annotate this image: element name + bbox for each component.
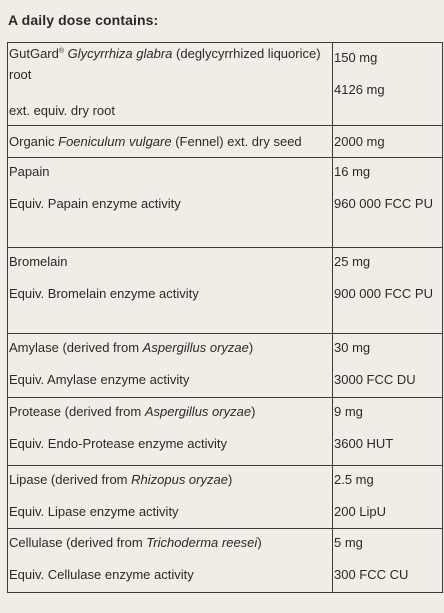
ingredient-cell	[8, 248, 333, 334]
table-row	[8, 398, 443, 466]
amount: 9 mg	[334, 404, 363, 419]
ingredient-cell	[8, 43, 333, 126]
nutrition-table	[7, 42, 443, 593]
amount: 16 mg	[334, 164, 371, 179]
table-row	[8, 466, 443, 529]
ingredient-sub: Equiv. Amylase enzyme activity	[9, 372, 190, 387]
ingredient-cell	[8, 158, 333, 248]
registered-mark: ®	[58, 48, 65, 55]
ingredient-name: Bromelain	[9, 254, 68, 269]
amount-cell	[333, 334, 443, 398]
amount: 30 mg	[334, 340, 371, 355]
sub-amount: 3600 HUT	[334, 436, 394, 451]
amount-cell	[333, 126, 443, 158]
ingredient-name: Cellulase (derived from Trichoderma reesei)	[9, 535, 262, 550]
table-row	[8, 334, 443, 398]
amount-cell	[333, 466, 443, 529]
sub-amount: 960 000 FCC PU	[334, 196, 433, 211]
amount: 25 mg	[334, 254, 371, 269]
amount: 5 mg	[334, 535, 363, 550]
ingredient-name: Papain	[9, 164, 50, 179]
amount: 150 mg	[334, 50, 378, 65]
ingredient-name: Protease (derived from Aspergillus oryzae)	[9, 404, 256, 419]
ingredient-name: Lipase (derived from Rhizopus oryzae)	[9, 472, 233, 487]
amount-cell	[333, 248, 443, 334]
sub-amount: 300 FCC CU	[334, 567, 409, 582]
amount: 2000 mg	[334, 134, 385, 149]
ingredient-cell	[8, 126, 333, 158]
latin-name: Foeniculum vulgare	[58, 134, 172, 149]
ingredient-sub: ext. equiv. dry root	[9, 103, 115, 118]
sub-amount: 3000 FCC DU	[334, 372, 416, 387]
ingredient-sub: Equiv. Endo-Protease enzyme activity	[9, 436, 227, 451]
ingredient-sub: Equiv. Lipase enzyme activity	[9, 504, 179, 519]
sub-amount: 900 000 FCC PU	[334, 286, 433, 301]
table-row	[8, 529, 443, 593]
ingredient-name: Amylase (derived from Aspergillus oryzae)	[9, 340, 254, 355]
latin-name: Rhizopus oryzae	[131, 472, 228, 487]
table-row	[8, 43, 443, 126]
latin-name: Aspergillus oryzae	[142, 340, 249, 355]
ingredient-cell	[8, 466, 333, 529]
table-row	[8, 158, 443, 248]
latin-name: Trichoderma reesei	[146, 535, 258, 550]
table-row	[8, 126, 443, 158]
section-heading: A daily dose contains:	[8, 12, 159, 28]
ingredient-cell	[8, 529, 333, 593]
ingredient-sub: Equiv. Papain enzyme activity	[9, 196, 181, 211]
ingredient-cell	[8, 398, 333, 466]
amount: 2.5 mg	[334, 472, 374, 487]
sub-amount: 200 LipU	[334, 504, 387, 519]
ingredient-sub: Equiv. Bromelain enzyme activity	[9, 286, 199, 301]
latin-name: Aspergillus oryzae	[144, 404, 252, 419]
ingredient-cell	[8, 334, 333, 398]
sub-amount: 4126 mg	[334, 82, 385, 97]
amount-cell	[333, 158, 443, 248]
amount-cell	[333, 398, 443, 466]
table-row	[8, 248, 443, 334]
amount-cell	[333, 43, 443, 126]
ingredient-sub: Equiv. Cellulase enzyme activity	[9, 567, 194, 582]
ingredient-name: GutGard® Glycyrrhiza glabra (deglycyrrhized liquorice) root	[9, 46, 321, 82]
latin-name: Glycyrrhiza glabra	[67, 46, 173, 61]
amount-cell	[333, 529, 443, 593]
ingredient-name: Organic Foeniculum vulgare (Fennel) ext. dry seed	[9, 134, 302, 149]
